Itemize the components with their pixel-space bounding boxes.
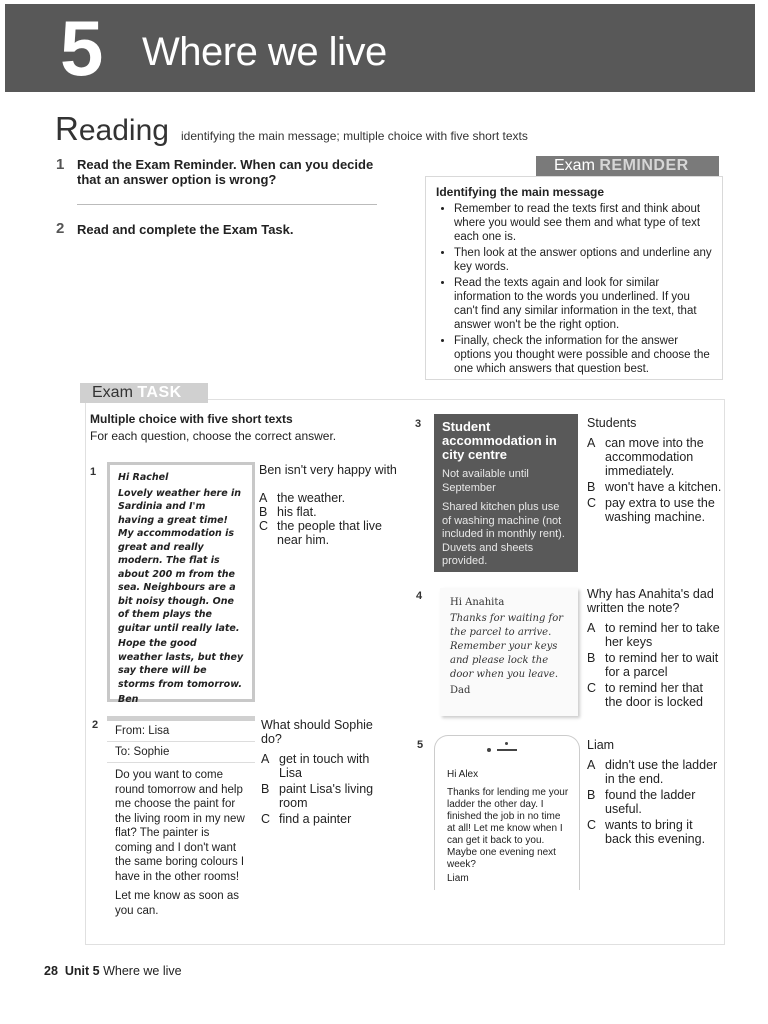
item-number: 1 <box>90 466 97 478</box>
answer-option-b[interactable]: B his flat. <box>259 505 317 519</box>
advert-availability: Not available until September <box>442 468 529 494</box>
answer-option-c[interactable]: C wants to bring it back this evening. <box>587 818 706 846</box>
answer-option-c[interactable]: C pay extra to use the washing machine. <box>587 496 715 524</box>
answer-option-c[interactable]: C find a painter <box>261 812 352 826</box>
answer-option-b[interactable]: B to remind her to wait for a parcel <box>587 651 719 679</box>
reminder-heading: Identifying the main message <box>436 185 605 199</box>
advert-details: Shared kitchen plus use of washing machine (not included in monthly rent). Duvets and sheets provided. <box>442 501 565 567</box>
note-body: Thanks for waiting for the parcel to arrive. Remember your keys and please lock the door when you leave. <box>450 613 564 680</box>
item-number: 5 <box>417 739 424 751</box>
note-greeting: Hi Anahita <box>450 597 505 608</box>
answer-option-b[interactable]: B paint Lisa's living room <box>261 782 374 810</box>
phone-speaker-icon <box>497 749 517 751</box>
section-title-rest: eading <box>78 114 169 147</box>
advert-text <box>434 414 578 572</box>
reminder-bullet: • Finally, check the information for the answer options you thought were possible and choose the one which answers that question best. <box>454 334 712 376</box>
sticky-note-text <box>440 588 578 716</box>
message-greeting: Hi Alex <box>447 769 479 780</box>
item-question: Liam <box>587 738 615 752</box>
reminder-bullet: • Remember to read the texts first and think about where you would see them and what type of text each one is. <box>454 202 712 244</box>
task-title: Multiple choice with five short texts <box>90 412 293 426</box>
page-number: 28 <box>44 964 58 978</box>
answer-option-a[interactable]: A get in touch with Lisa <box>261 752 370 780</box>
answer-option-a[interactable]: A the weather. <box>259 491 346 505</box>
email-text <box>107 716 255 926</box>
question-text: Read the Exam Reminder. When can you decide that an answer option is wrong? <box>77 157 374 187</box>
answer-option-a[interactable]: A didn't use the ladder in the end. <box>587 758 718 786</box>
footer-title: Where we live <box>103 964 182 978</box>
item-question: Ben isn't very happy with <box>259 463 397 477</box>
reminder-list <box>436 202 712 376</box>
reminder-tab-bold: REMINDER <box>599 157 689 174</box>
postcard-body: Hope the good weather lasts, but they say there will be storms from tomorrow. <box>118 638 244 690</box>
exam-reminder-tab <box>536 156 719 176</box>
postcard-greeting: Hi Rachel <box>118 472 169 483</box>
email-body: Do you want to come round tomorrow and help me choose the paint for the living room in my new flat? The painter is coming and I don't want the same boring colours I have in the other rooms! <box>115 769 245 883</box>
postcard-body: Lovely weather here in Sardinia and I'm having a great time! My accommodation is great and really modern. The flat is about 200 m from the sea. Neighbours are a bit noisy though. One of them plays the guitar until really late. <box>118 487 242 634</box>
unit-number: 5 <box>60 4 102 92</box>
item-question-block <box>587 416 722 524</box>
item-question-block <box>587 587 722 709</box>
item-question-block <box>259 463 399 547</box>
item-number: 4 <box>416 590 423 602</box>
item-number: 3 <box>415 418 422 430</box>
section-title <box>55 110 169 148</box>
reminder-tab-plain: Exam <box>554 157 600 174</box>
answer-option-c[interactable]: C to remind her that the door is locked <box>587 681 703 709</box>
message-signature: Liam <box>447 873 469 884</box>
item-question: Why has Anahita's dad written the note? <box>587 587 714 615</box>
footer-unit: Unit 5 <box>64 964 100 978</box>
email-to: To: Sophie <box>107 742 255 763</box>
phone-text <box>447 769 571 885</box>
exam-reminder-box <box>425 176 723 380</box>
page-footer <box>44 964 182 978</box>
question-text: Read and complete the Exam Task. <box>77 222 294 237</box>
section-subtitle: identifying the main message; multiple choice with five short texts <box>181 129 528 143</box>
email-from: From: Lisa <box>107 721 255 742</box>
reminder-bullet: • Read the texts again and look for similar information to the words you underlined. If you can't find any similar information in the text, that answer won't be the right option. <box>454 276 712 332</box>
message-body: Thanks for lending me your ladder the other day. I finished the job in no time at all! Let me know when I can get it back to you. Maybe one evening next week? <box>447 787 569 870</box>
unit-title: Where we live <box>142 30 387 74</box>
item-question: What should Sophie do? <box>261 718 373 746</box>
email-closing: Let me know as soon as you can. <box>115 890 240 917</box>
exam-task-tab <box>80 383 208 403</box>
answer-line <box>77 204 377 205</box>
task-instruction: For each question, choose the correct answer. <box>90 429 337 443</box>
task-tab-bold: TASK <box>137 384 182 401</box>
phone-camera-icon <box>487 748 491 752</box>
item-question-block <box>261 718 379 826</box>
reminder-bullet: • Then look at the answer options and underline any key words. <box>454 246 712 274</box>
task-tab-plain: Exam <box>92 384 138 401</box>
answer-option-c[interactable]: C the people that live near him. <box>259 519 382 547</box>
phone-sensor-icon <box>505 742 508 745</box>
advert-heading: Student accommodation in city centre <box>442 419 557 462</box>
answer-option-b[interactable]: B found the ladder useful. <box>587 788 696 816</box>
answer-option-a[interactable]: A to remind her to take her keys <box>587 621 720 649</box>
item-question: Students <box>587 416 637 430</box>
postcard-text <box>107 462 255 705</box>
item-number: 2 <box>92 719 99 731</box>
question-number: 2 <box>56 220 65 237</box>
phone-message <box>434 735 580 890</box>
answer-option-a[interactable]: A can move into the accommodation immediately. <box>587 436 704 478</box>
postcard-signature: Ben <box>118 694 139 705</box>
item-question-block <box>587 738 722 846</box>
note-signature: Dad <box>450 685 471 696</box>
question-number: 1 <box>56 156 65 173</box>
section-title-initial: R <box>55 110 79 147</box>
answer-option-b[interactable]: B won't have a kitchen. <box>587 480 722 494</box>
